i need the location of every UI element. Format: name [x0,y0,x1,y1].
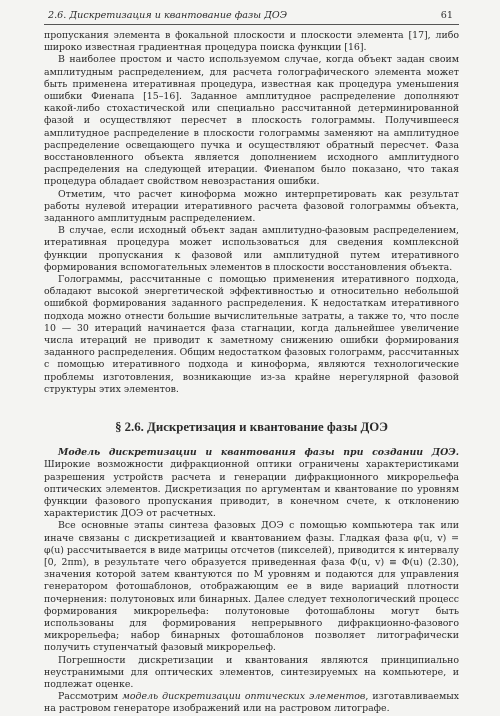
paragraph: Отметим, что расчет киноформа можно интерпретировать как результат работы нулевой итерации итеративного расчета фазовой голограммы объекта, заданного амплитудным распределением. [44,188,459,225]
running-header [44,8,459,25]
paragraph: Голограммы, рассчитанные с помощью применения итеративного подхода, обладают высокой энергетической эффективностью и относительно небольшой ошибкой формирования заданного распределения. К недостаткам итеративного подхода можно отнести большие вычислительные затраты, а также то, что после 10 — 30 итераций начинается фаза стагнации, когда дальнейшее увеличение числа итераций не приводит к заметному снижению ошибки формирования заданного распределения. Общим недостатком фазовых голограмм, рассчитанных с помощью итеративного подхода и киноформа, являются технологические проблемы изготовления, возникающие из-за крайне нерегулярной фазовой структуры этих элементов. [44,274,459,395]
paragraph-text: Рассмотрим [58,691,123,703]
paragraph-lead-in: Модель дискретизации и квантования фазы при создании ДОЭ. [58,447,459,459]
page-number: 61 [440,10,453,21]
paragraph-text: Широкие возможности дифракционной оптики ограничены характеристиками разрешения устройств расчета и генерации дифракционного микрорельефа оптических элементов. Дискретизация по аргументам и квантование по уровням функции фазового пропускания приводит, в конечном счете, к отклонению характеристик ДОЭ от расчетных. [44,459,459,520]
paragraph: Все основные этапы синтеза фазовых ДОЭ с помощью компьютера так или иначе связаны с дискретизацией и квантованием фазы. Гладкая фаза φ(u, v) = φ(u) рассчитывается в виде матрицы отсчетов (пикселей), приводится к интервалу [0, 2πm), в результате чего образуется приведенная фаза Φ(u, v) ≡ Φ(u) (2.30), значения которой затем квантуются по M уровням и подаются для управления генератором фотошаблонов, отображающим ее в виде вариаций плотности почернения: полутоновых или бинарных. Далее следует технологический процесс формирования микрорельефа: полутоновые фотошаблоны могут быть использованы для формирования непрерывного дифракционно-фазового микрорельефа; набор бинарных фотошаблонов позволяет литографически получить ступенчатый фазовый микрорельеф. [44,520,459,654]
paragraph-text: , изготавливаемых на растровом генераторе изображений или на растровом литографе. [44,691,459,715]
section-heading: § 2.6. Дискретизация и квантование фазы ДОЭ [115,420,388,435]
running-title: 2.6. Дискретизация и квантование фазы ДОЭ [48,10,288,21]
paragraph [44,691,459,715]
page-body [44,30,459,716]
paragraph: В наиболее простом и часто используемом случае, когда объект задан своим амплитудным распределением, для расчета голографического элемента может быть применена итеративная процедура, известная как процедура уменьшения ошибки Фиенапа [15–16]. Заданное амплитудное распределение дополняют какой-либо стохастической или специально рассчитанной детерминированной фазой и осуществляют пересчет в плоскость голограммы. Получившееся амплитудное распределение в плоскости голограммы заменяют на амплитудное распределение освещающего пучка и осуществляют обратный пересчет. Фаза восстановленного объекта является дополнением исходного амплитудного распределения на следующей итерации. Фиенапом было показано, что такая процедура обладает свойством невозрастания ошибки. [44,54,459,188]
paragraph: пропускания элемента в фокальной плоскости и плоскости элемента [17], либо широко известная градиентная процедура поиска функции [16]. [44,30,459,54]
paragraph [44,447,459,520]
paragraph: В случае, если исходный объект задан амплитудно-фазовым распределением, итеративная процедура может использоваться для сведения комплексной функции пропускания к фазовой или амплитудной путем итеративного формирования вспомогательных элементов в плоскости восстановления объекта. [44,225,459,273]
emphasis-term: модель дискретизации оптических элементов [122,691,366,703]
paragraph: Погрешности дискретизации и квантования являются принципиально неустранимыми для оптических элементов, синтезируемых на компьютере, и подлежат оценке. [44,654,459,690]
